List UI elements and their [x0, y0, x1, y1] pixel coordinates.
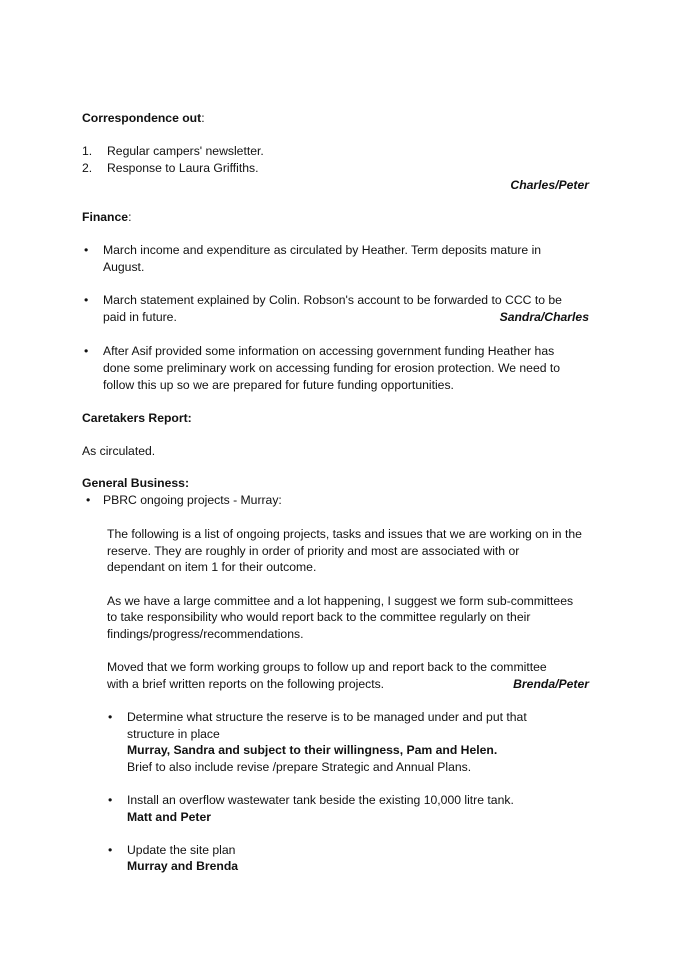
finance-item-line: August. [103, 260, 145, 274]
finance-item-line: paid in future. [103, 310, 177, 324]
paragraph-line: to take responsibility who would report back to the committee regularly on their [107, 610, 531, 624]
project-line: structure in place [127, 727, 220, 741]
bullet-icon: • [84, 243, 89, 257]
correspondence-out-heading [82, 110, 205, 126]
finance-responsible: Sandra/Charles [499, 310, 589, 324]
finance-item-line: follow this up so we are prepared for future funding opportunities. [103, 378, 454, 392]
bullet-icon: • [84, 344, 89, 358]
caretakers-report-heading: Caretakers Report: [82, 411, 192, 425]
correspondence-item-number: 2. [82, 161, 93, 175]
paragraph-line: Moved that we form working groups to follow up and report back to the committee [107, 660, 547, 674]
bullet-icon: • [86, 493, 91, 507]
project-line: Install an overflow wastewater tank beside the existing 10,000 litre tank. [127, 793, 514, 807]
finance-colon: : [128, 210, 132, 224]
finance-title: Finance [82, 210, 129, 224]
bullet-icon: • [84, 293, 89, 307]
correspondence-item-text: Regular campers' newsletter. [107, 144, 264, 158]
paragraph-line: The following is a list of ongoing projects, tasks and issues that we are working on in the [107, 527, 582, 541]
finance-heading [82, 209, 131, 225]
paragraph-line: with a brief written reports on the following projects. [107, 677, 385, 691]
correspondence-out-colon: : [201, 111, 205, 125]
correspondence-item-number: 1. [82, 144, 93, 158]
general-business-heading: General Business: [82, 476, 190, 490]
bullet-icon: • [108, 793, 113, 807]
paragraph-line: findings/progress/recommendations. [107, 627, 304, 641]
project-people: Murray, Sandra and subject to their willingness, Pam and Helen. [127, 743, 498, 757]
project-line: Determine what structure the reserve is to be managed under and put that [127, 710, 527, 724]
finance-item-line: done some preliminary work on accessing funding for erosion protection. We need to [103, 361, 561, 375]
finance-item-line: March statement explained by Colin. Robson's account to be forwarded to CCC to be [103, 293, 562, 307]
correspondence-out-title: Correspondence out [82, 111, 202, 125]
correspondence-responsible: Charles/Peter [510, 178, 589, 192]
project-people: Murray and Brenda [127, 859, 239, 873]
paragraph-line: reserve. They are roughly in order of priority and most are associated with or [107, 544, 520, 558]
finance-item-line: After Asif provided some information on accessing government funding Heather has [103, 344, 555, 358]
motion-responsible: Brenda/Peter [513, 677, 589, 691]
project-note: Brief to also include revise /prepare Strategic and Annual Plans. [127, 760, 472, 774]
bullet-icon: • [108, 710, 113, 724]
correspondence-item-text: Response to Laura Griffiths. [107, 161, 259, 175]
general-business-item-title: PBRC ongoing projects - Murray: [103, 493, 282, 507]
paragraph-line: dependant on item 1 for their outcome. [107, 560, 317, 574]
bullet-icon: • [108, 843, 113, 857]
project-people: Matt and Peter [127, 810, 211, 824]
caretakers-report-text: As circulated. [82, 444, 156, 458]
paragraph-line: As we have a large committee and a lot happening, I suggest we form sub-committees [107, 594, 574, 608]
project-line: Update the site plan [127, 843, 236, 857]
finance-item-line: March income and expenditure as circulated by Heather. Term deposits mature in [103, 243, 542, 257]
